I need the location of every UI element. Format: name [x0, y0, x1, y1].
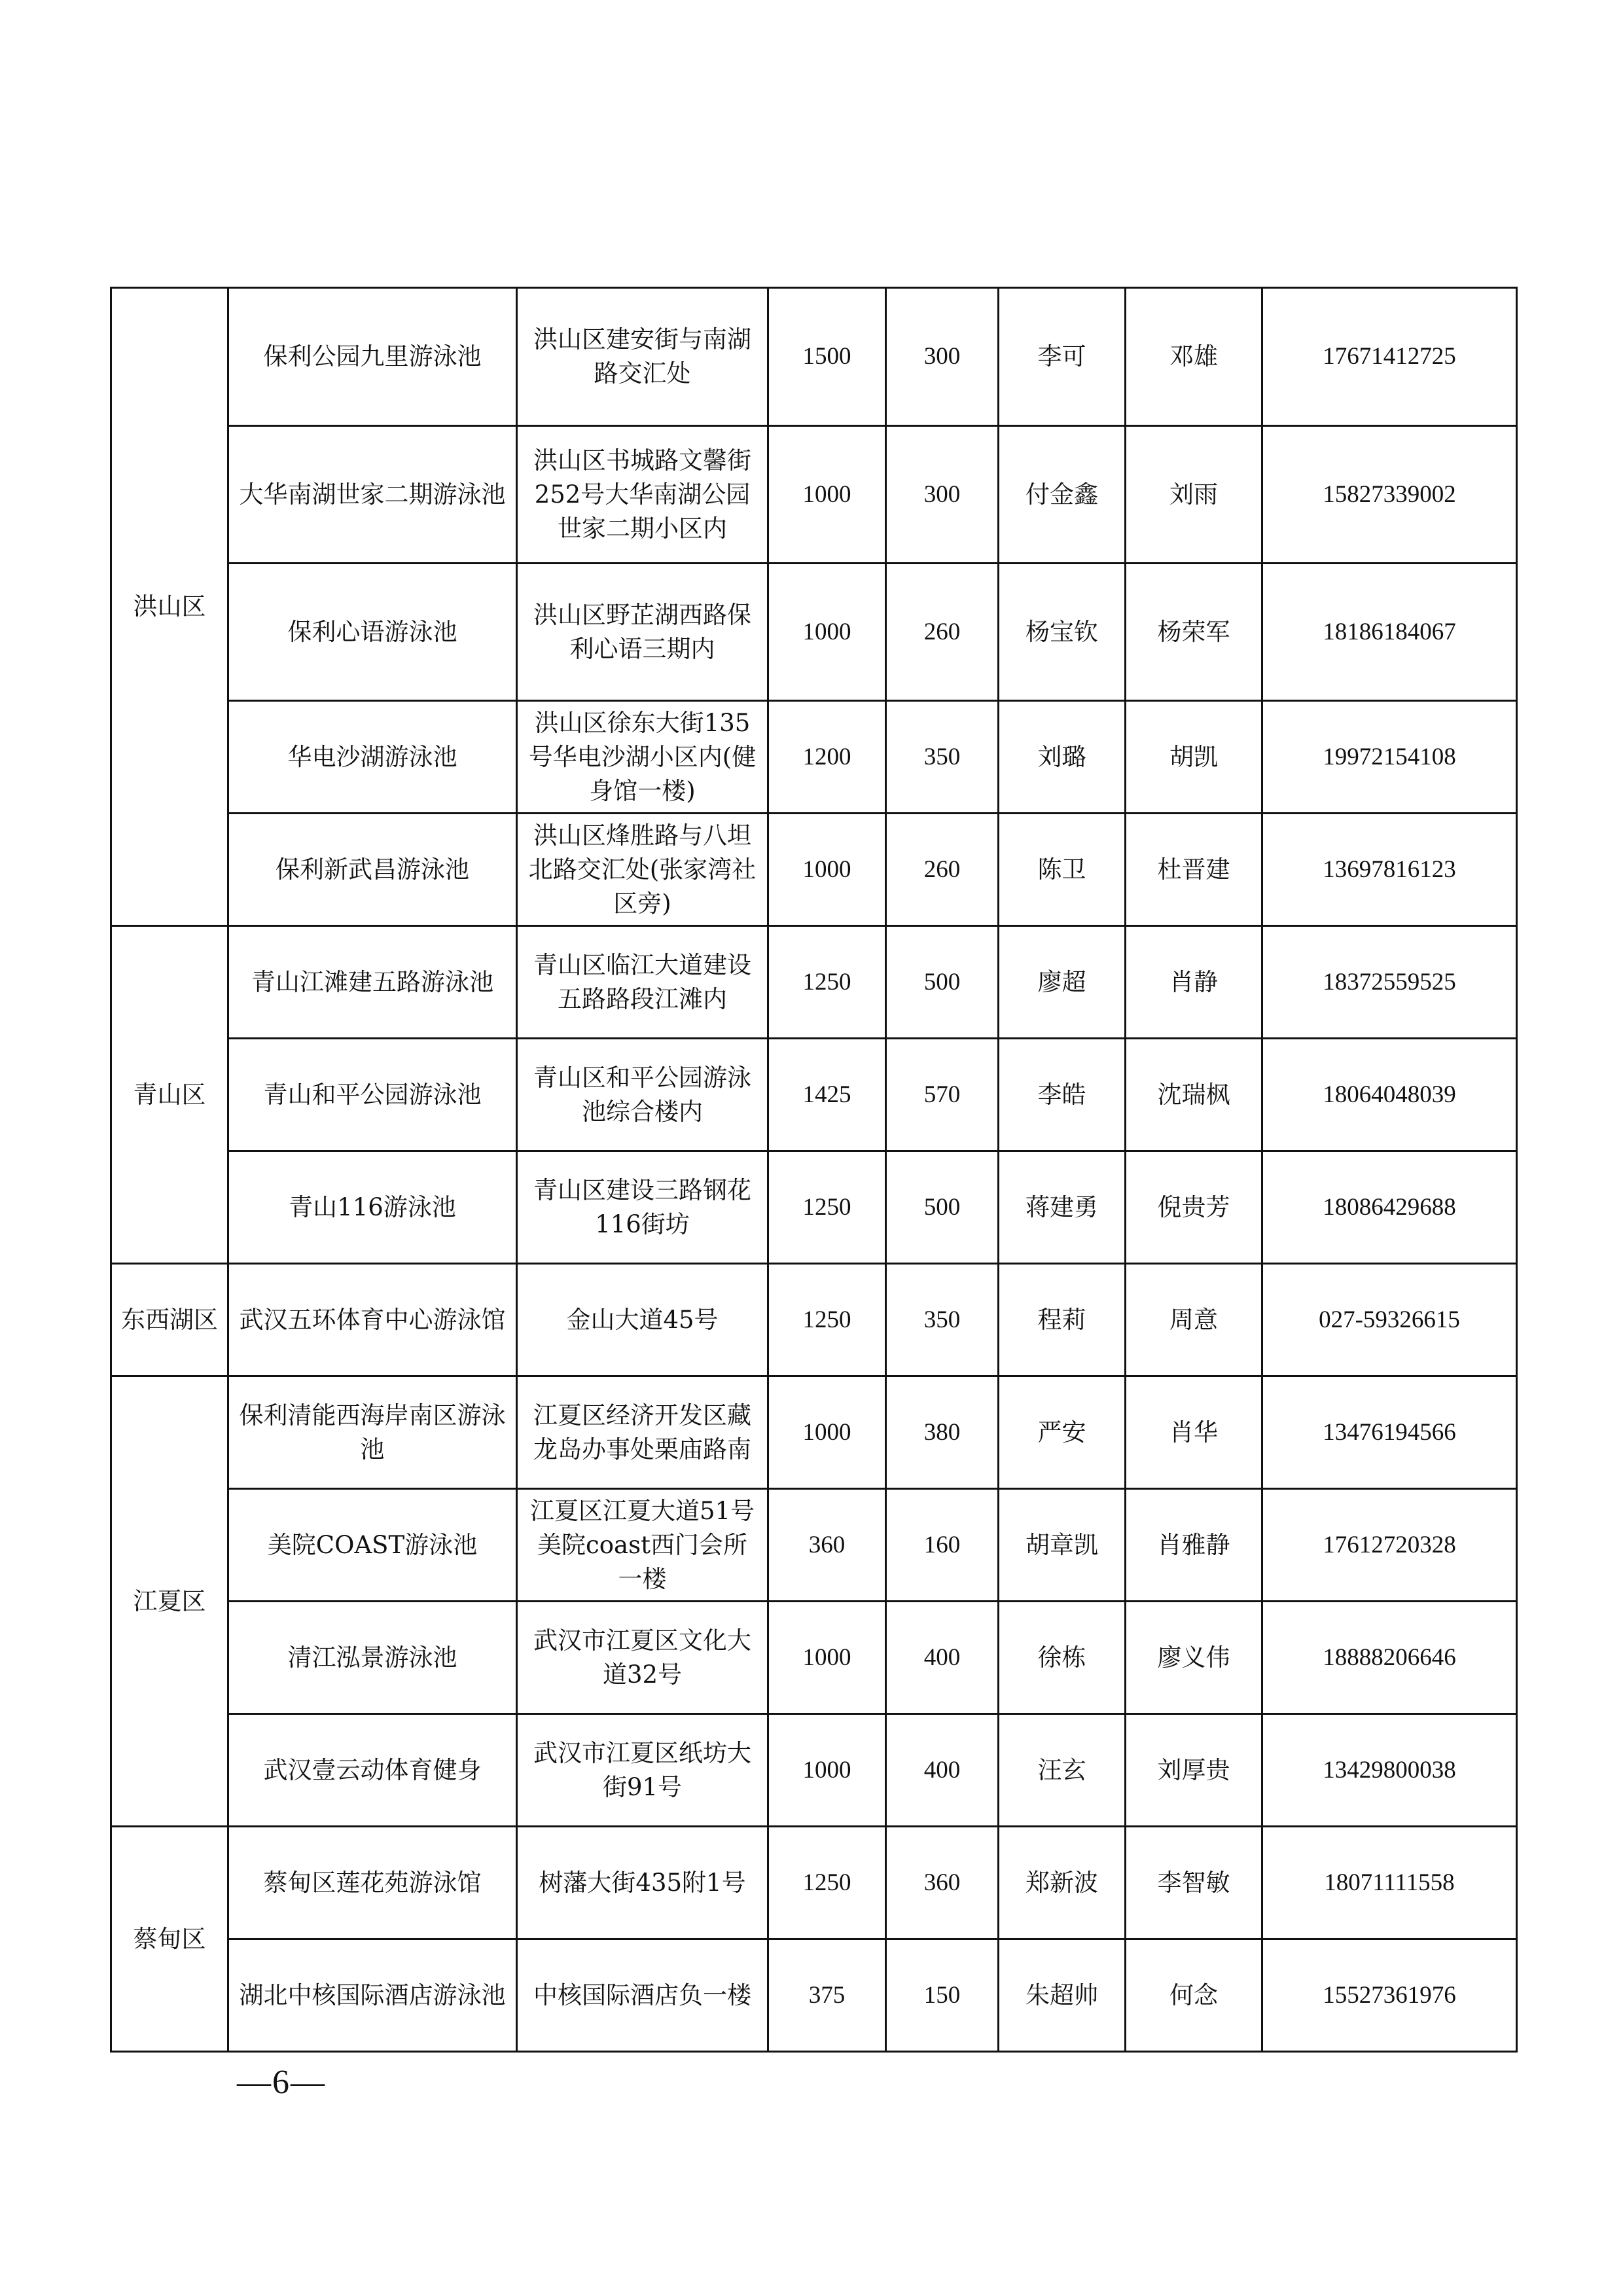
area-cell: 1200 [768, 701, 886, 814]
phone-cell: 17671412725 [1262, 288, 1517, 426]
address-cell: 青山区临江大道建设五路路段江滩内 [517, 926, 768, 1039]
person-in-charge-cell: 廖超 [999, 926, 1126, 1039]
area-cell: 1000 [768, 814, 886, 926]
phone-cell: 19972154108 [1262, 701, 1517, 814]
contact-person-cell: 肖静 [1126, 926, 1262, 1039]
table-row [111, 1376, 1517, 1489]
area-cell: 1500 [768, 288, 886, 426]
venue-name-cell: 保利公园九里游泳池 [228, 288, 517, 426]
phone-cell: 17612720328 [1262, 1489, 1517, 1602]
table-row [111, 1714, 1517, 1827]
table-row [111, 288, 1517, 426]
phone-cell: 18064048039 [1262, 1039, 1517, 1151]
person-in-charge-cell: 汪玄 [999, 1714, 1126, 1827]
contact-person-cell: 邓雄 [1126, 288, 1262, 426]
district-cell: 蔡甸区 [111, 1827, 228, 2052]
address-cell: 洪山区徐东大街135号华电沙湖小区内(健身馆一楼) [517, 701, 768, 814]
capacity-cell: 150 [886, 1939, 999, 2052]
area-cell: 1000 [768, 1714, 886, 1827]
person-in-charge-cell: 蒋建勇 [999, 1151, 1126, 1264]
phone-cell: 13697816123 [1262, 814, 1517, 926]
phone-cell: 18888206646 [1262, 1602, 1517, 1714]
venue-name-cell: 湖北中核国际酒店游泳池 [228, 1939, 517, 2052]
person-in-charge-cell: 付金鑫 [999, 426, 1126, 564]
contact-person-cell: 周意 [1126, 1264, 1262, 1376]
table-row [111, 701, 1517, 814]
capacity-cell: 400 [886, 1602, 999, 1714]
table-row [111, 1039, 1517, 1151]
address-cell: 武汉市江夏区文化大道32号 [517, 1602, 768, 1714]
address-cell: 青山区建设三路钢花116街坊 [517, 1151, 768, 1264]
person-in-charge-cell: 程莉 [999, 1264, 1126, 1376]
venue-name-cell: 蔡甸区莲花苑游泳馆 [228, 1827, 517, 1939]
capacity-cell: 300 [886, 426, 999, 564]
address-cell: 树藩大街435附1号 [517, 1827, 768, 1939]
table-row [111, 564, 1517, 701]
venue-name-cell: 清江泓景游泳池 [228, 1602, 517, 1714]
phone-cell: 18071111558 [1262, 1827, 1517, 1939]
page-number: —6— [237, 2064, 326, 2101]
address-cell: 洪山区书城路文馨街252号大华南湖公园世家二期小区内 [517, 426, 768, 564]
contact-person-cell: 廖义伟 [1126, 1602, 1262, 1714]
area-cell: 1250 [768, 926, 886, 1039]
venue-table [110, 287, 1518, 2053]
phone-cell: 13476194566 [1262, 1376, 1517, 1489]
address-cell: 洪山区野芷湖西路保利心语三期内 [517, 564, 768, 701]
contact-person-cell: 刘雨 [1126, 426, 1262, 564]
phone-cell: 027-59326615 [1262, 1264, 1517, 1376]
capacity-cell: 350 [886, 701, 999, 814]
venue-name-cell: 武汉五环体育中心游泳馆 [228, 1264, 517, 1376]
area-cell: 1000 [768, 1602, 886, 1714]
table-row [111, 1151, 1517, 1264]
phone-cell: 18372559525 [1262, 926, 1517, 1039]
address-cell: 洪山区建安街与南湖路交汇处 [517, 288, 768, 426]
capacity-cell: 570 [886, 1039, 999, 1151]
person-in-charge-cell: 郑新波 [999, 1827, 1126, 1939]
table-row [111, 1827, 1517, 1939]
address-cell: 青山区和平公园游泳池综合楼内 [517, 1039, 768, 1151]
phone-cell: 18186184067 [1262, 564, 1517, 701]
phone-cell: 15527361976 [1262, 1939, 1517, 2052]
capacity-cell: 260 [886, 814, 999, 926]
venue-table-body [111, 288, 1517, 2052]
contact-person-cell: 肖华 [1126, 1376, 1262, 1489]
area-cell: 1425 [768, 1039, 886, 1151]
table-row [111, 1264, 1517, 1376]
address-cell: 江夏区经济开发区藏龙岛办事处栗庙路南 [517, 1376, 768, 1489]
contact-person-cell: 沈瑞枫 [1126, 1039, 1262, 1151]
venue-name-cell: 青山和平公园游泳池 [228, 1039, 517, 1151]
area-cell: 1250 [768, 1151, 886, 1264]
district-cell: 东西湖区 [111, 1264, 228, 1376]
capacity-cell: 260 [886, 564, 999, 701]
capacity-cell: 400 [886, 1714, 999, 1827]
phone-cell: 13429800038 [1262, 1714, 1517, 1827]
phone-cell: 15827339002 [1262, 426, 1517, 564]
table-row [111, 1939, 1517, 2052]
area-cell: 360 [768, 1489, 886, 1602]
venue-name-cell: 武汉壹云动体育健身 [228, 1714, 517, 1827]
person-in-charge-cell: 严安 [999, 1376, 1126, 1489]
venue-name-cell: 保利清能西海岸南区游泳池 [228, 1376, 517, 1489]
phone-cell: 18086429688 [1262, 1151, 1517, 1264]
table-row [111, 1489, 1517, 1602]
capacity-cell: 300 [886, 288, 999, 426]
contact-person-cell: 何念 [1126, 1939, 1262, 2052]
person-in-charge-cell: 杨宝钦 [999, 564, 1126, 701]
capacity-cell: 160 [886, 1489, 999, 1602]
venue-name-cell: 保利新武昌游泳池 [228, 814, 517, 926]
address-cell: 中核国际酒店负一楼 [517, 1939, 768, 2052]
venue-name-cell: 美院COAST游泳池 [228, 1489, 517, 1602]
contact-person-cell: 杜晋建 [1126, 814, 1262, 926]
person-in-charge-cell: 陈卫 [999, 814, 1126, 926]
address-cell: 武汉市江夏区纸坊大街91号 [517, 1714, 768, 1827]
area-cell: 375 [768, 1939, 886, 2052]
person-in-charge-cell: 朱超帅 [999, 1939, 1126, 2052]
contact-person-cell: 倪贵芳 [1126, 1151, 1262, 1264]
address-cell: 洪山区烽胜路与八坦北路交汇处(张家湾社区旁) [517, 814, 768, 926]
capacity-cell: 350 [886, 1264, 999, 1376]
contact-person-cell: 胡凯 [1126, 701, 1262, 814]
venue-name-cell: 保利心语游泳池 [228, 564, 517, 701]
area-cell: 1250 [768, 1264, 886, 1376]
table-row [111, 926, 1517, 1039]
person-in-charge-cell: 刘璐 [999, 701, 1126, 814]
person-in-charge-cell: 胡章凯 [999, 1489, 1126, 1602]
area-cell: 1000 [768, 426, 886, 564]
capacity-cell: 360 [886, 1827, 999, 1939]
table-row [111, 426, 1517, 564]
address-cell: 江夏区江夏大道51号美院coast西门会所一楼 [517, 1489, 768, 1602]
capacity-cell: 380 [886, 1376, 999, 1489]
contact-person-cell: 肖雅静 [1126, 1489, 1262, 1602]
address-cell: 金山大道45号 [517, 1264, 768, 1376]
venue-name-cell: 大华南湖世家二期游泳池 [228, 426, 517, 564]
capacity-cell: 500 [886, 1151, 999, 1264]
venue-name-cell: 青山江滩建五路游泳池 [228, 926, 517, 1039]
area-cell: 1000 [768, 1376, 886, 1489]
contact-person-cell: 李智敏 [1126, 1827, 1262, 1939]
table-row [111, 1602, 1517, 1714]
person-in-charge-cell: 李皓 [999, 1039, 1126, 1151]
area-cell: 1000 [768, 564, 886, 701]
district-cell: 洪山区 [111, 288, 228, 926]
district-cell: 江夏区 [111, 1376, 228, 1827]
contact-person-cell: 杨荣军 [1126, 564, 1262, 701]
venue-name-cell: 华电沙湖游泳池 [228, 701, 517, 814]
area-cell: 1250 [768, 1827, 886, 1939]
table-row [111, 814, 1517, 926]
person-in-charge-cell: 李可 [999, 288, 1126, 426]
person-in-charge-cell: 徐栋 [999, 1602, 1126, 1714]
capacity-cell: 500 [886, 926, 999, 1039]
venue-name-cell: 青山116游泳池 [228, 1151, 517, 1264]
district-cell: 青山区 [111, 926, 228, 1264]
contact-person-cell: 刘厚贵 [1126, 1714, 1262, 1827]
